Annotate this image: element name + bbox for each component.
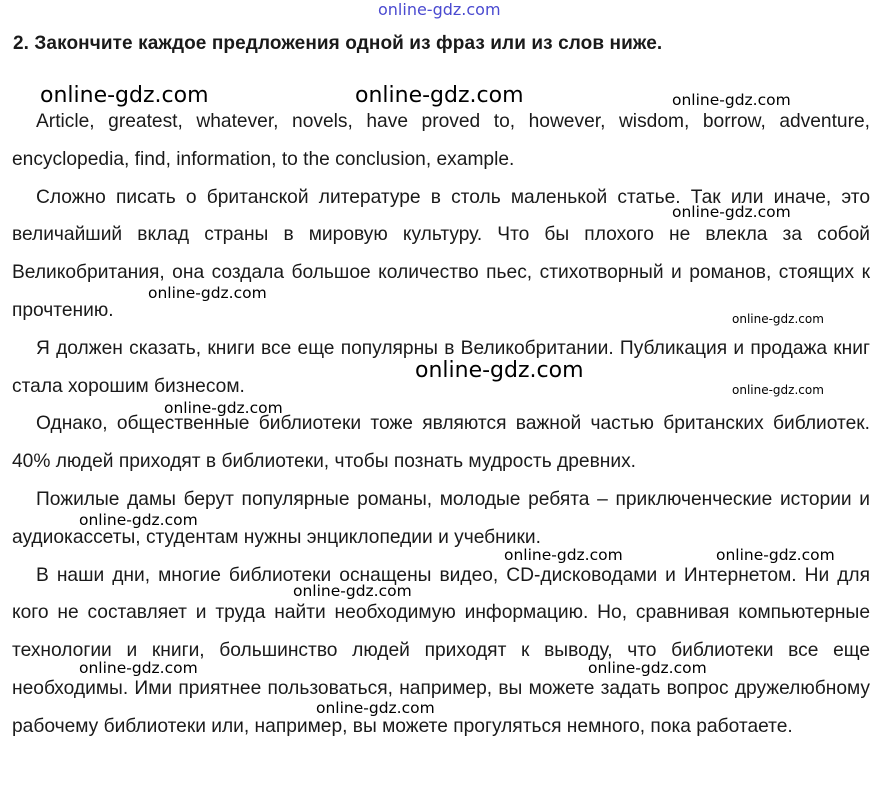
paragraph: В наши дни, многие библиотеки оснащены видео, CD-дисководами и Интернетом. Ни для кого не составляет и труда найти необходимую информацию. Но, сравнивая компьютерные технологии и книги, большинство людей приходят к выводу, что библиотеки все еще необходимы. Ими приятнее пользоваться, например, вы можете задать вопрос дружелюбному рабочему библиотеки или, например, вы можете прогуляться немного, пока работаете. [12,564,870,737]
watermark: online-gdz.com [355,83,524,108]
watermark: online-gdz.com [164,399,283,417]
exercise-title: 2. Закончите каждое предложения одной из фраз или из слов ниже. [13,33,663,54]
watermark: online-gdz.com [415,358,584,383]
watermark: online-gdz.com [148,284,267,302]
watermark-top: online-gdz.com [378,0,501,19]
watermark: online-gdz.com [588,659,707,677]
paragraph: Пожилые дамы берут популярные романы, молодые ребята – приключенческие истории и аудиокассеты, студентам нужны энциклопедии и учебники. [12,488,870,548]
paragraph: Сложно писать о британской литературе в столь маленькой статье. Так или иначе, это величайший вклад страны в мировую культуру. Что бы плохого не влекла за собой Великобритания, она создала большое количество пьес, стихотворный и романов, стоящих к прочтению. [12,186,870,321]
watermark: online-gdz.com [716,546,835,564]
paragraph: Однако, общественные библиотеки тоже являются важной частью британских библиотек. 40% людей приходят в библиотеки, чтобы познать мудрость древних. [12,413,870,473]
watermark: online-gdz.com [79,511,198,529]
word-bank: Article, greatest, whatever, novels, have proved to, however, wisdom, borrow, adventure, encyclopedia, find, information, to the conclusion, example. [12,111,870,170]
exercise-body [12,103,870,746]
watermark: online-gdz.com [672,91,791,109]
watermark: online-gdz.com [504,546,623,564]
watermark: online-gdz.com [79,659,198,677]
watermark: online-gdz.com [293,582,412,600]
watermark: online-gdz.com [732,383,824,397]
paragraph: Я должен сказать, книги все еще популярны в Великобритании. Публикация и продажа книг стала хорошим бизнесом. [12,337,870,397]
watermark: online-gdz.com [316,699,435,717]
watermark: online-gdz.com [732,312,824,326]
watermark: online-gdz.com [672,203,791,221]
watermark: online-gdz.com [40,83,209,108]
